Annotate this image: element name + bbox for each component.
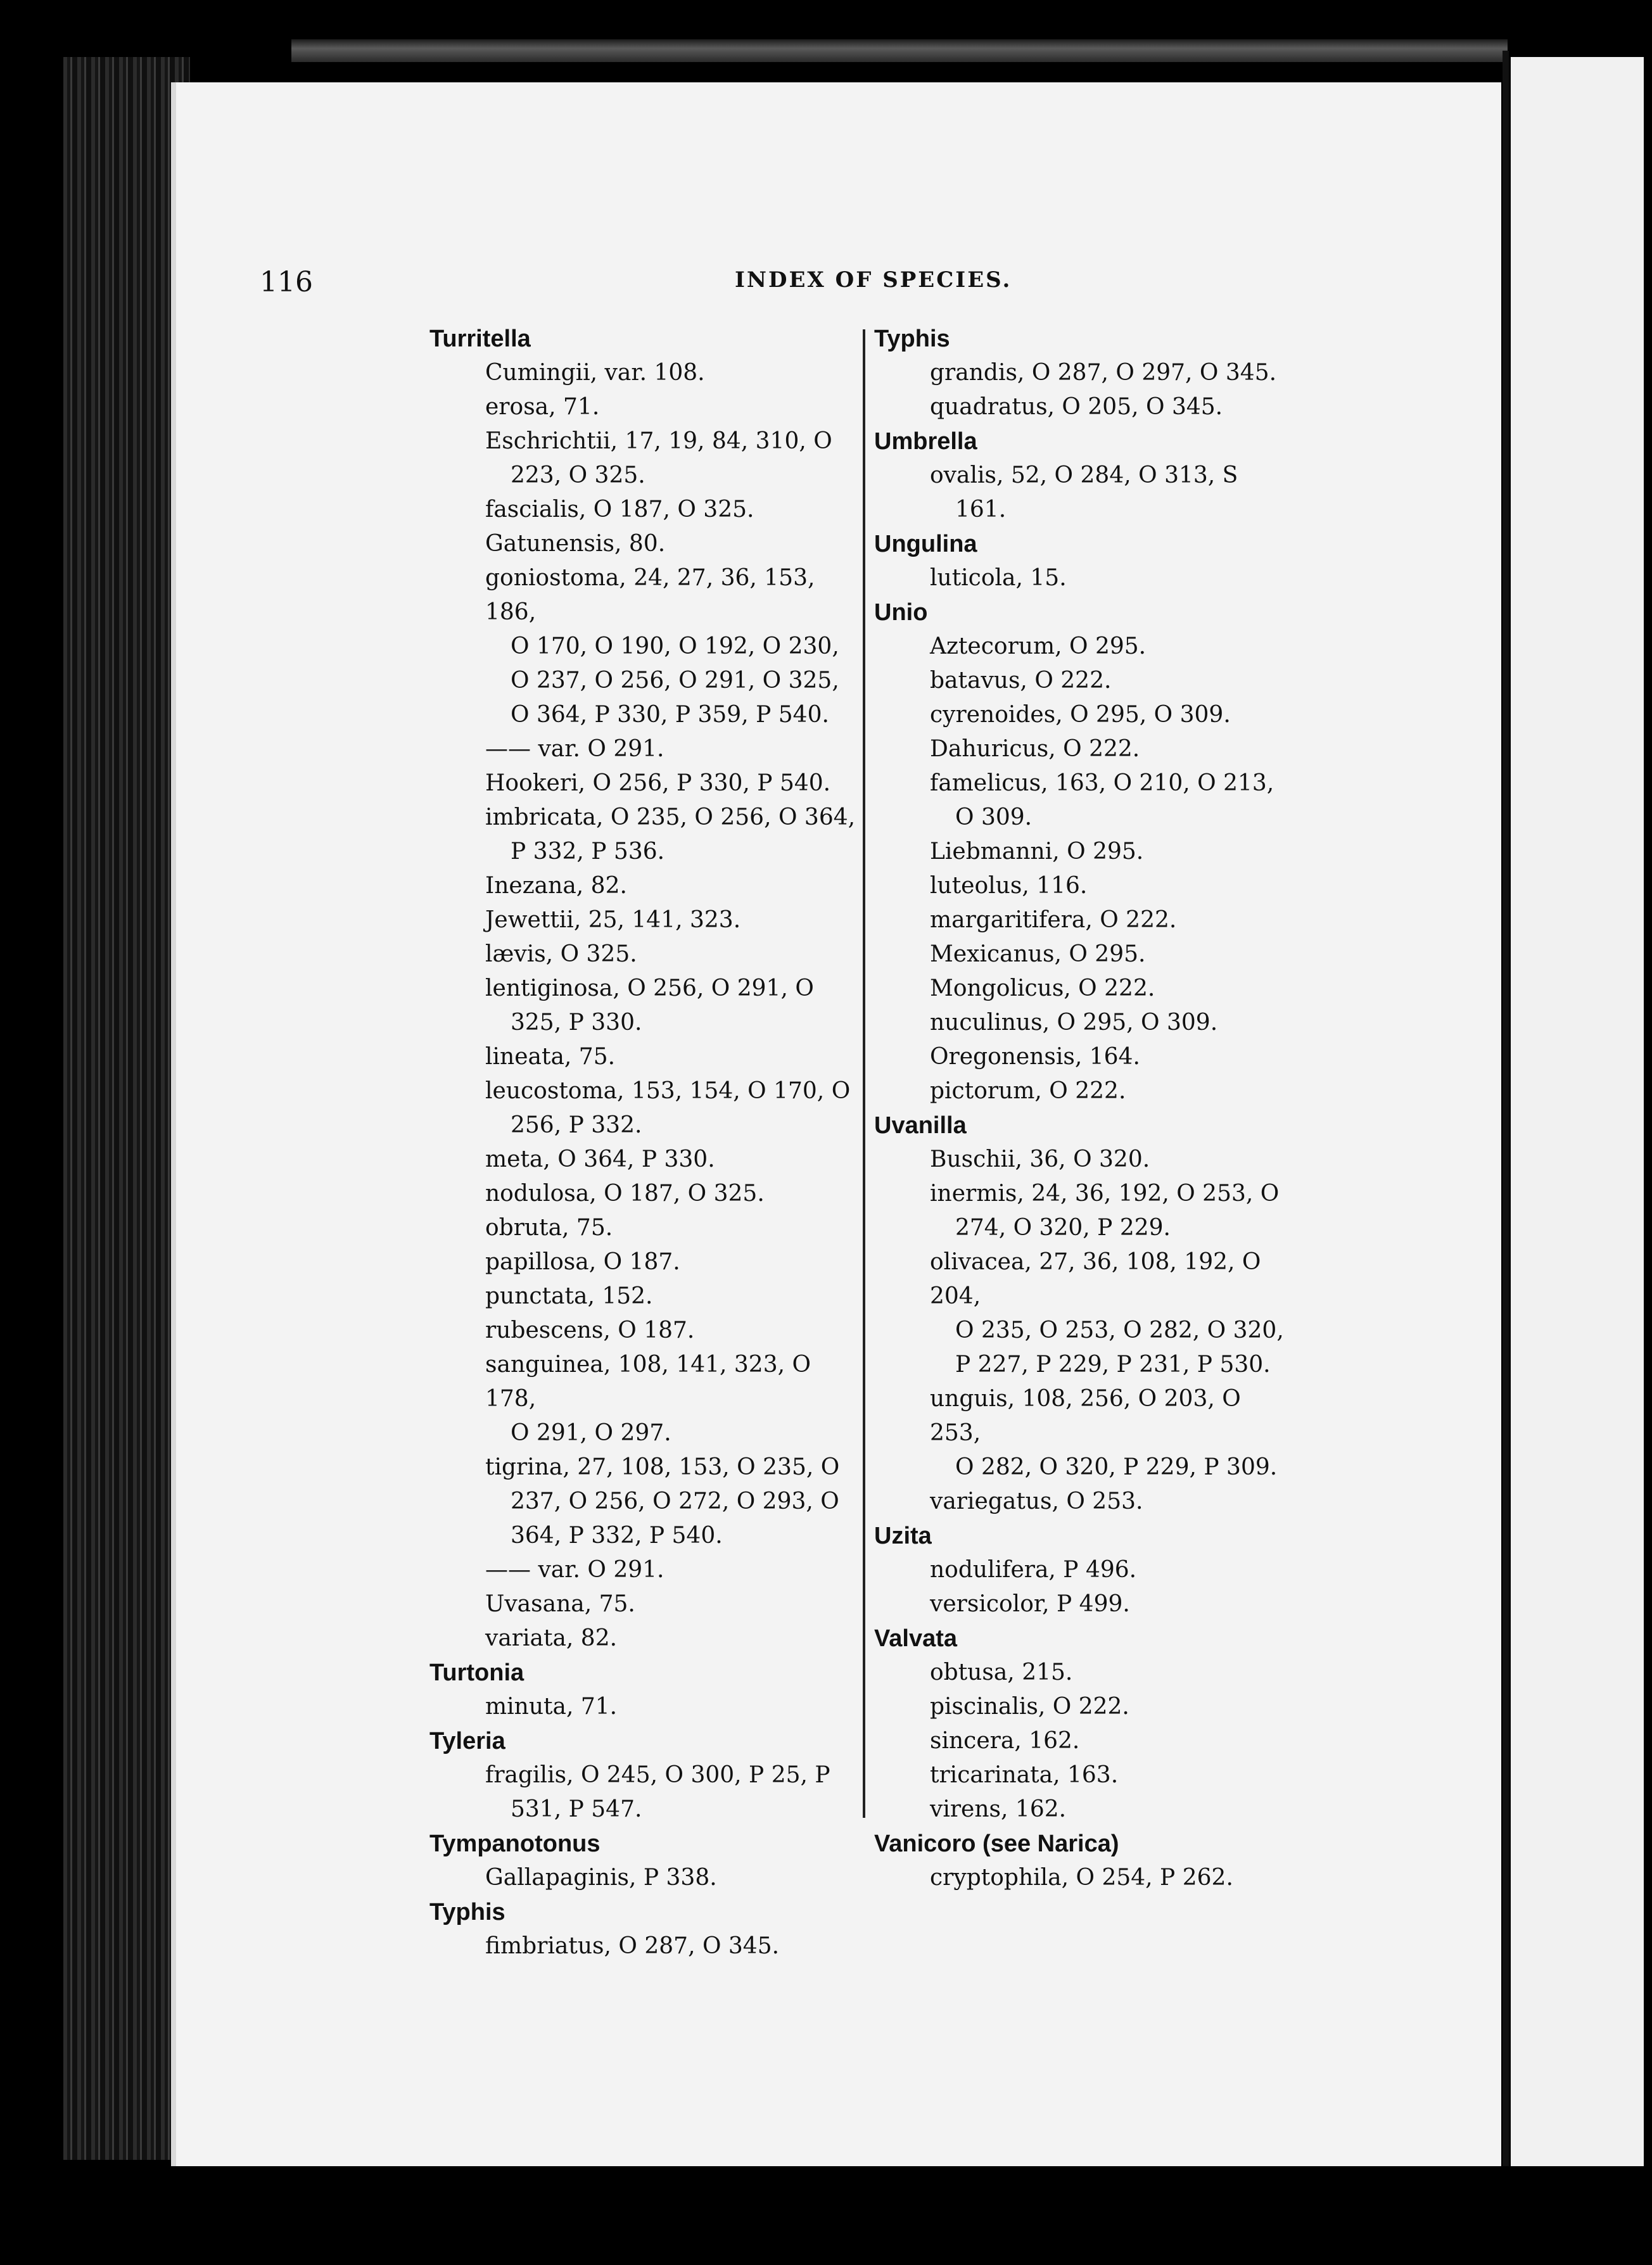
species-entry — [874, 1006, 1299, 1040]
species-line: rubescens, O 187. — [485, 1317, 695, 1343]
species-line: lævis, O 325. — [485, 941, 637, 967]
species-line: fimbriatus, O 287, O 345. — [485, 1933, 780, 1959]
species-line: obtusa, 215. — [930, 1659, 1073, 1685]
species-entry — [429, 1861, 867, 1895]
species-line: virens, 162. — [930, 1796, 1067, 1822]
species-line: leucostoma, 153, 154, O 170, O — [485, 1078, 851, 1104]
species-line: famelicus, 163, O 210, O 213, — [930, 770, 1274, 796]
species-entry — [429, 972, 867, 1040]
genus-heading: Tyleria — [429, 1728, 505, 1754]
species-line: obruta, 75. — [485, 1215, 613, 1241]
species-line: Inezana, 82. — [485, 873, 627, 899]
genus-heading: Typhis — [429, 1899, 505, 1926]
species-entry — [429, 1177, 867, 1211]
genus-heading: Unio — [874, 599, 928, 626]
species-entry — [874, 1724, 1299, 1758]
species-line: fragilis, O 245, O 300, P 25, P — [485, 1762, 830, 1788]
species-entry — [429, 390, 867, 424]
species-entry — [429, 1553, 867, 1587]
index-column-right — [874, 322, 1299, 1895]
species-entry — [874, 972, 1299, 1006]
genus-heading: Uvanilla — [874, 1112, 967, 1139]
species-continuation: 223, O 325. — [511, 462, 645, 488]
species-line: Buschii, 36, O 320. — [930, 1146, 1150, 1172]
genus-heading: Typhis — [874, 326, 950, 352]
genus-heading: Turtonia — [429, 1659, 524, 1686]
species-line: —— var. O 291. — [485, 1557, 664, 1583]
species-continuation: 531, P 547. — [511, 1796, 642, 1822]
species-entry — [874, 1553, 1299, 1587]
species-line: variata, 82. — [485, 1625, 618, 1651]
species-line: variegatus, O 253. — [930, 1488, 1143, 1514]
species-entry — [874, 903, 1299, 937]
species-entry — [429, 561, 867, 732]
species-entry — [874, 1143, 1299, 1177]
species-line: Gatunensis, 80. — [485, 531, 666, 557]
species-line: tigrina, 27, 108, 153, O 235, O — [485, 1454, 840, 1480]
species-entry — [874, 732, 1299, 766]
species-entry — [429, 937, 867, 972]
species-entry — [429, 903, 867, 937]
species-continuation: O 309. — [955, 804, 1032, 830]
species-entry — [874, 630, 1299, 664]
genus-heading: Vanicoro (see Narica) — [874, 1830, 1119, 1857]
species-line: goniostoma, 24, 27, 36, 153, 186, — [485, 565, 815, 625]
species-line: olivacea, 27, 36, 108, 192, O 204, — [930, 1249, 1261, 1309]
species-entry — [429, 1348, 867, 1450]
species-line: cryptophila, O 254, P 262. — [930, 1865, 1233, 1891]
species-continuation: O 170, O 190, O 192, O 230, — [511, 633, 839, 659]
genus-heading: Uzita — [874, 1523, 932, 1549]
next-page-edge — [1511, 57, 1644, 2166]
species-line: lentiginosa, O 256, O 291, O — [485, 975, 814, 1001]
species-line: Liebmanni, O 295. — [930, 839, 1144, 865]
species-entry — [874, 835, 1299, 869]
species-line: Eschrichtii, 17, 19, 84, 310, O — [485, 428, 832, 454]
species-line: quadratus, O 205, O 345. — [930, 394, 1223, 420]
species-line: Oregonensis, 164. — [930, 1044, 1140, 1070]
species-continuation: O 237, O 256, O 291, O 325, — [511, 668, 839, 694]
species-entry — [429, 493, 867, 527]
species-entry — [874, 937, 1299, 972]
species-line: Uvasana, 75. — [485, 1591, 635, 1617]
species-entry — [429, 1245, 867, 1279]
species-line: Cumingii, var. 108. — [485, 360, 705, 386]
species-line: ovalis, 52, O 284, O 313, S — [930, 462, 1238, 488]
species-continuation: 256, P 332. — [511, 1112, 642, 1138]
species-entry — [874, 390, 1299, 424]
species-line: nodulifera, P 496. — [930, 1557, 1137, 1583]
species-line: punctata, 152. — [485, 1283, 653, 1309]
species-line: pictorum, O 222. — [930, 1078, 1126, 1104]
species-line: Aztecorum, O 295. — [930, 633, 1147, 659]
species-line: margaritifera, O 222. — [930, 907, 1177, 933]
species-entry — [429, 1143, 867, 1177]
species-entry — [429, 1587, 867, 1621]
species-line: Gallapaginis, P 338. — [485, 1865, 717, 1891]
species-line: grandis, O 287, O 297, O 345. — [930, 360, 1277, 386]
species-entry — [429, 1929, 867, 1964]
page-fold — [1503, 51, 1509, 2166]
species-entry — [874, 698, 1299, 732]
species-entry — [429, 424, 867, 493]
species-line: piscinalis, O 222. — [930, 1694, 1129, 1720]
species-line: minuta, 71. — [485, 1694, 618, 1720]
species-entry — [874, 1177, 1299, 1245]
genus-heading: Turritella — [429, 326, 531, 352]
species-entry — [874, 1792, 1299, 1827]
species-entry — [429, 527, 867, 561]
species-line: fascialis, O 187, O 325. — [485, 497, 754, 523]
species-continuation: 274, O 320, P 229. — [955, 1215, 1171, 1241]
species-line: Mexicanus, O 295. — [930, 941, 1146, 967]
species-line: luteolus, 116. — [930, 873, 1088, 899]
species-line: lineata, 75. — [485, 1044, 616, 1070]
genus-heading: Tympanotonus — [429, 1830, 600, 1857]
species-entry — [429, 1314, 867, 1348]
species-entry — [874, 1587, 1299, 1621]
species-entry — [429, 1074, 867, 1143]
species-line: Hookeri, O 256, P 330, P 540. — [485, 770, 831, 796]
species-line: sanguinea, 108, 141, 323, O 178, — [485, 1352, 811, 1412]
species-line: Mongolicus, O 222. — [930, 975, 1155, 1001]
species-line: unguis, 108, 256, O 203, O 253, — [930, 1386, 1241, 1446]
species-continuation: O 282, O 320, P 229, P 309. — [955, 1454, 1278, 1480]
species-line: nuculinus, O 295, O 309. — [930, 1010, 1218, 1036]
running-title: INDEX OF SPECIES. — [735, 267, 1012, 293]
species-line: —— var. O 291. — [485, 736, 664, 762]
species-entry — [874, 1758, 1299, 1792]
species-continuation: 161. — [955, 497, 1007, 523]
genus-heading: Umbrella — [874, 428, 977, 455]
species-continuation: O 291, O 297. — [511, 1420, 671, 1446]
species-entry — [874, 1245, 1299, 1382]
species-entry — [429, 869, 867, 903]
species-entry — [874, 664, 1299, 698]
species-continuation: O 364, P 330, P 359, P 540. — [511, 702, 829, 728]
species-line: batavus, O 222. — [930, 668, 1112, 694]
species-entry — [874, 1656, 1299, 1690]
species-line: nodulosa, O 187, O 325. — [485, 1181, 765, 1207]
species-entry — [874, 356, 1299, 390]
species-line: papillosa, O 187. — [485, 1249, 680, 1275]
species-line: Dahuricus, O 222. — [930, 736, 1140, 762]
species-entry — [429, 732, 867, 766]
species-line: erosa, 71. — [485, 394, 600, 420]
book-top-edge — [291, 39, 1508, 62]
species-entry — [874, 459, 1299, 527]
species-line: Jewettii, 25, 141, 323. — [485, 907, 741, 933]
species-line: imbricata, O 235, O 256, O 364, — [485, 804, 856, 830]
genus-heading: Ungulina — [874, 531, 977, 557]
index-column-left — [429, 322, 867, 1964]
species-line: versicolor, P 499. — [930, 1591, 1130, 1617]
species-entry — [429, 801, 867, 869]
species-line: tricarinata, 163. — [930, 1762, 1119, 1788]
species-entry — [429, 1450, 867, 1553]
species-entry — [874, 1690, 1299, 1724]
species-entry — [429, 1279, 867, 1314]
species-line: meta, O 364, P 330. — [485, 1146, 715, 1172]
species-entry — [874, 1382, 1299, 1485]
species-line: inermis, 24, 36, 192, O 253, O — [930, 1181, 1280, 1207]
species-continuation: O 235, O 253, O 282, O 320, — [955, 1317, 1284, 1343]
species-continuation: 237, O 256, O 272, O 293, O — [511, 1488, 839, 1514]
page-number: 116 — [260, 266, 313, 298]
species-line: sincera, 162. — [930, 1728, 1080, 1754]
species-entry — [874, 561, 1299, 595]
species-entry — [874, 1074, 1299, 1108]
genus-heading: Valvata — [874, 1625, 957, 1652]
species-entry — [429, 1758, 867, 1827]
species-entry — [874, 1485, 1299, 1519]
species-line: luticola, 15. — [930, 565, 1067, 591]
species-entry — [874, 1861, 1299, 1895]
species-entry — [874, 869, 1299, 903]
species-continuation: 364, P 332, P 540. — [511, 1523, 723, 1549]
species-continuation: P 332, P 536. — [511, 839, 665, 865]
species-entry — [874, 1040, 1299, 1074]
species-entry — [429, 1211, 867, 1245]
species-entry — [429, 1621, 867, 1656]
species-line: cyrenoides, O 295, O 309. — [930, 702, 1231, 728]
species-continuation: P 227, P 229, P 231, P 530. — [955, 1352, 1271, 1378]
species-entry — [429, 766, 867, 801]
species-entry — [429, 1690, 867, 1724]
species-entry — [429, 1040, 867, 1074]
species-continuation: 325, P 330. — [511, 1010, 642, 1036]
species-entry — [429, 356, 867, 390]
species-entry — [874, 766, 1299, 835]
